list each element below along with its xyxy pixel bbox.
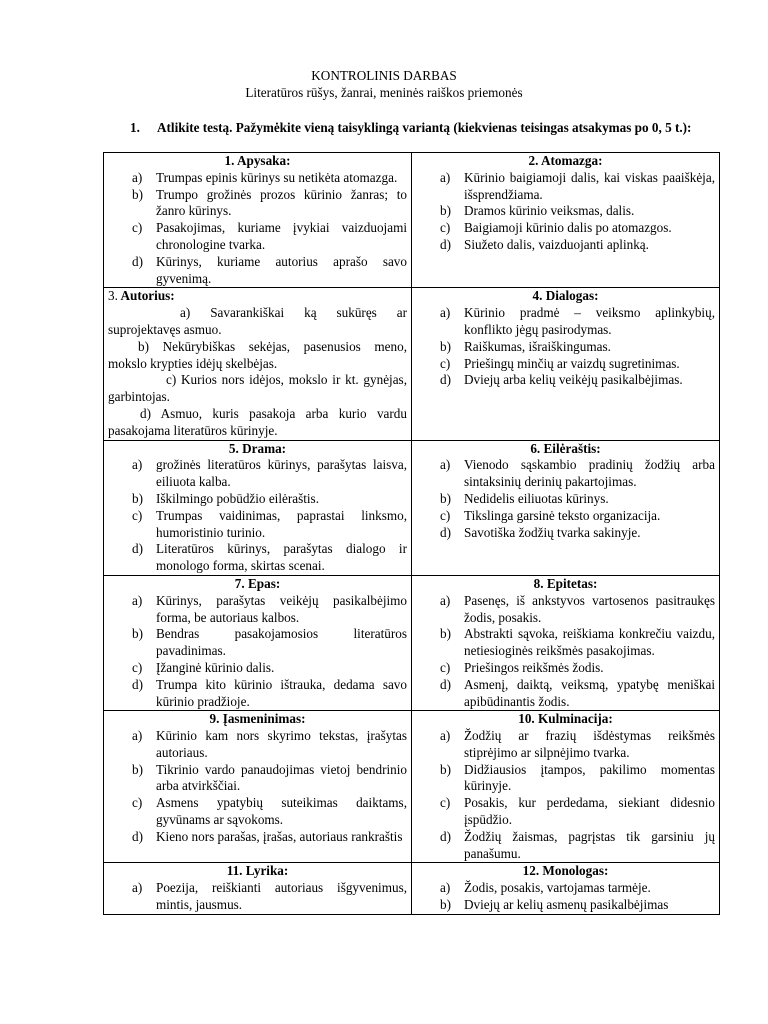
option-item: a) Trumpas epinis kūrinys su netikėta atomazga. bbox=[132, 169, 398, 185]
option-item: b) Raiškumas, išraiškingumas. bbox=[440, 338, 611, 354]
option-item: c) Trumpas vaidinimas, paprastai linksmo, humoristinio turinio. bbox=[132, 507, 407, 540]
option-item: d) Asmuo, kuris pasakoja arba kurio vardu pasakojama literatūros kūrinyje. bbox=[108, 405, 407, 438]
option-item: c) Kurios nors idėjos, mokslo ir kt. gynėjas, garbintojas. bbox=[108, 372, 407, 405]
table-row bbox=[104, 711, 720, 863]
option-item: a) Pasenęs, iš ankstyvos vartosenos pasitraukęs žodis, posakis. bbox=[440, 592, 715, 625]
question-cell-11 bbox=[104, 863, 412, 914]
option-item: a) Žodžių ar frazių išdėstymas reikšmės stiprėjimo ar silpnėjimo tvarka. bbox=[440, 728, 715, 760]
option-item: a) Kūrinys, parašytas veikėjų pasikalbėjimo forma, be autoriaus kalbos. bbox=[132, 592, 407, 625]
option-item: c) Asmens ypatybių suteikimas daiktams, gyvūnams ar sąvokoms. bbox=[132, 795, 407, 828]
option-item: d) Žodžių žaismas, pagrįstas tik garsiniu jų panašumu. bbox=[440, 828, 715, 861]
option-item: a) Vienodo sąskambio pradinių žodžių arba sintaksinių derinių pakartojimas. bbox=[440, 457, 715, 490]
table-row bbox=[104, 153, 720, 288]
question-heading: 12. Monologas: bbox=[522, 863, 609, 879]
question-heading: 6. Eilėraštis: bbox=[530, 440, 601, 456]
instruction-text: Atlikite testą. Pažymėkite vieną taisyklingą variantą (kiekvienas teisingas atsakymas po 0, 5 t.): bbox=[157, 120, 692, 135]
question-heading: 3. Autorius: bbox=[108, 288, 175, 304]
question-heading: 11. Lyrika: bbox=[226, 863, 289, 879]
question-cell-9 bbox=[104, 711, 412, 863]
question-cell-2 bbox=[412, 153, 720, 288]
option-item: b) Trumpo grožinės prozos kūrinio žanras; to žanro kūrinys. bbox=[132, 186, 407, 219]
option-item: a) Poezija, reiškianti autoriaus išgyvenimus, mintis, jausmus. bbox=[132, 880, 407, 913]
table-row bbox=[104, 863, 720, 914]
question-cell-3 bbox=[104, 288, 412, 440]
option-item: a) Kūrinio pradmė – veiksmo aplinkybių, konflikto jėgų pasirodymas. bbox=[440, 305, 715, 337]
question-cell-7 bbox=[104, 575, 412, 710]
option-item: d) Kieno nors parašas, įrašas, autoriaus rankraštis bbox=[132, 828, 403, 844]
question-cell-8 bbox=[412, 575, 720, 710]
question-heading: 2. Atomazga: bbox=[528, 153, 603, 168]
question-cell-5 bbox=[104, 440, 412, 575]
question-cell-4 bbox=[412, 288, 720, 440]
option-item: d) Savotiška žodžių tvarka sakinyje. bbox=[440, 524, 641, 540]
doc-subtitle: Literatūros rūšys, žanrai, meninės raiškos priemonės bbox=[245, 85, 523, 100]
option-item: c) Priešingos reikšmės žodis. bbox=[440, 659, 604, 675]
options-list bbox=[108, 880, 407, 914]
options-list bbox=[416, 593, 715, 711]
quiz-table bbox=[103, 152, 720, 915]
option-item: c) Priešingų minčių ar vaizdų sugretinimas. bbox=[440, 355, 680, 371]
option-item: d) Kūrinys, kuriame autorius aprašo savo gyvenimą. bbox=[132, 253, 407, 286]
option-item: d) Trumpa kito kūrinio ištrauka, dedama savo kūrinio pradžioje. bbox=[132, 676, 407, 709]
table-row bbox=[104, 575, 720, 710]
question-heading: 4. Dialogas: bbox=[532, 288, 599, 304]
question-heading: 10. Kulminacija: bbox=[518, 711, 613, 727]
option-item: b) Abstrakti sąvoka, reiškiama konkrečiu vaizdu, netiesioginės reikšmės pasakojimas. bbox=[440, 626, 715, 659]
option-item: c) Tikslinga garsinė teksto organizacija. bbox=[440, 507, 661, 523]
question-heading: 8. Epitetas: bbox=[533, 575, 598, 591]
option-item: c) Baigiamoji kūrinio dalis po atomazgos. bbox=[440, 220, 672, 236]
option-item: b) Dramos kūrinio veiksmas, dalis. bbox=[440, 203, 635, 219]
options-list bbox=[416, 728, 715, 862]
option-item: b) Bendras pasakojamosios literatūros pavadinimas. bbox=[132, 626, 407, 659]
option-item: c) Posakis, kur perdedama, siekiant didesnio įspūdžio. bbox=[440, 795, 715, 828]
options-list bbox=[416, 170, 715, 254]
table-row bbox=[104, 288, 720, 440]
option-item: b) Tikrinio vardo panaudojimas vietoj bendrinio arba atvirkščiai. bbox=[132, 761, 407, 794]
question-cell-6 bbox=[412, 440, 720, 575]
options-list bbox=[416, 457, 715, 541]
instruction-number: 1. bbox=[130, 120, 140, 135]
option-item: b) Nekūrybiškas sekėjas, pasenusios meno, mokslo krypties idėjų skelbėjas. bbox=[108, 338, 407, 371]
question-heading: 9. Įasmeninimas: bbox=[209, 711, 306, 727]
option-item: b) Iškilmingo pobūdžio eilėraštis. bbox=[132, 490, 319, 506]
options-list bbox=[108, 170, 407, 288]
option-item: a) Kūrinio kam nors skyrimo tekstas, įrašytas autoriaus. bbox=[132, 728, 407, 760]
question-cell-12 bbox=[412, 863, 720, 914]
option-item: d) Dviejų arba kelių veikėjų pasikalbėjimas. bbox=[440, 372, 683, 388]
option-item: b) Nedidelis eiliuotas kūrinys. bbox=[440, 490, 609, 506]
option-item: c) Pasakojimas, kuriame įvykiai vaizduojami chronologine tvarka. bbox=[132, 220, 407, 252]
options-list bbox=[108, 457, 407, 575]
question-heading: 5. Drama: bbox=[228, 440, 287, 456]
options-list bbox=[416, 880, 715, 914]
option-item: a) grožinės literatūros kūrinys, parašytas laisva, eiliuota kalba. bbox=[132, 457, 407, 490]
question-heading: 7. Epas: bbox=[234, 575, 281, 591]
question-cell-10 bbox=[412, 711, 720, 863]
options-list bbox=[108, 728, 407, 846]
option-item: a) Žodis, posakis, vartojamas tarmėje. bbox=[440, 880, 651, 896]
option-item: b) Didžiausios įtampos, pakilimo momentas kūrinyje. bbox=[440, 761, 715, 794]
option-item: b) Dviejų ar kelių asmenų pasikalbėjimas bbox=[440, 897, 669, 913]
options-list bbox=[416, 305, 715, 389]
question-heading: 1. Apysaka: bbox=[224, 153, 291, 168]
option-item: c) Įžanginė kūrinio dalis. bbox=[132, 659, 275, 675]
instruction bbox=[130, 119, 720, 136]
option-item: d) Literatūros kūrinys, parašytas dialogo ir monologo forma, skirtas scenai. bbox=[132, 541, 407, 574]
doc-title: KONTROLINIS DARBAS bbox=[311, 68, 457, 83]
option-item: d) Asmenį, daiktą, veiksmą, ypatybę meniškai apibūdinantis žodis. bbox=[440, 676, 715, 709]
option-item: a) Savarankiškai ką sukūręs ar suprojektavęs asmuo. bbox=[108, 305, 407, 337]
option-item: a) Kūrinio baigiamoji dalis, kai viskas paaiškėja, išsprendžiama. bbox=[440, 169, 715, 202]
option-item: d) Siužeto dalis, vaizduojanti aplinką. bbox=[440, 236, 649, 252]
options-list bbox=[108, 593, 407, 711]
table-row bbox=[104, 440, 720, 575]
question-cell-1 bbox=[104, 153, 412, 288]
